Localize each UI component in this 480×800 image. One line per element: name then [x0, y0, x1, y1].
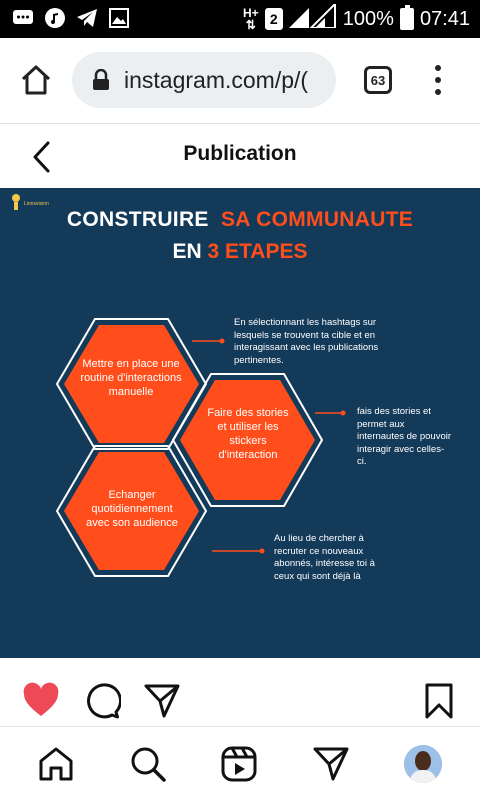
share-send-icon[interactable]	[143, 682, 181, 720]
bottom-navigation	[0, 726, 480, 800]
messages-icon	[12, 7, 34, 29]
lock-icon	[92, 69, 110, 91]
music-icon	[44, 7, 66, 29]
browser-home-icon[interactable]	[18, 62, 54, 98]
step-3-label: Echanger quotidiennement avec son audience	[86, 489, 178, 529]
browser-toolbar	[0, 38, 480, 124]
signal-icon	[289, 4, 337, 34]
step-1-label: Mettre en place une routine d'interactions manuelle	[80, 358, 182, 398]
like-icon[interactable]	[22, 682, 60, 720]
image-icon	[108, 7, 130, 29]
post-header	[0, 124, 480, 188]
address-bar[interactable]	[72, 52, 336, 108]
post-title-line-2: EN 3 ETAPES	[172, 240, 308, 263]
step-2-description: fais des stories et permet aux internautes de pouvoir interagir avec celles-ci.	[357, 406, 452, 467]
profile-avatar[interactable]	[404, 745, 442, 783]
comment-icon[interactable]	[83, 682, 121, 720]
home-icon[interactable]	[37, 745, 75, 783]
telegram-icon	[76, 7, 98, 29]
status-bar-system	[243, 4, 470, 34]
bookmark-icon[interactable]	[420, 682, 458, 720]
network-type: H+ ⇅	[242, 6, 259, 32]
post-image[interactable]	[0, 188, 480, 658]
direct-messages-icon[interactable]	[312, 745, 350, 783]
status-bar-notifications	[12, 7, 130, 29]
reels-icon[interactable]	[220, 745, 258, 783]
step-1-description: En sélectionnant les hashtags sur lesquels se trouvent ta cible et en interagissant avec les publications pertinentes.	[234, 317, 379, 366]
status-bar	[0, 0, 480, 38]
sim-slot-badge: 2	[265, 8, 283, 30]
post-actions	[0, 672, 480, 728]
browser-menu-icon[interactable]	[428, 62, 448, 98]
battery-percent: 100%	[342, 7, 394, 30]
url-text: instagram.com/p/(	[124, 66, 309, 93]
search-icon[interactable]	[129, 745, 167, 783]
tab-switcher-button[interactable]: 63	[364, 66, 392, 94]
brand-logo-text: Lionsvision	[24, 201, 49, 207]
post-title-line-1: CONSTRUIRE SA COMMUNAUTE	[66, 208, 414, 231]
battery-icon	[400, 8, 414, 30]
step-3-description: Au lieu de chercher à recruter ce nouveaux abonnés, intéresse toi à ceux qui sont déjà là	[274, 533, 375, 582]
page-title: Publication	[183, 142, 297, 165]
step-2-label: Faire des stories et utiliser les stickers d'interaction	[207, 407, 289, 461]
clock: 07:41	[419, 7, 470, 30]
